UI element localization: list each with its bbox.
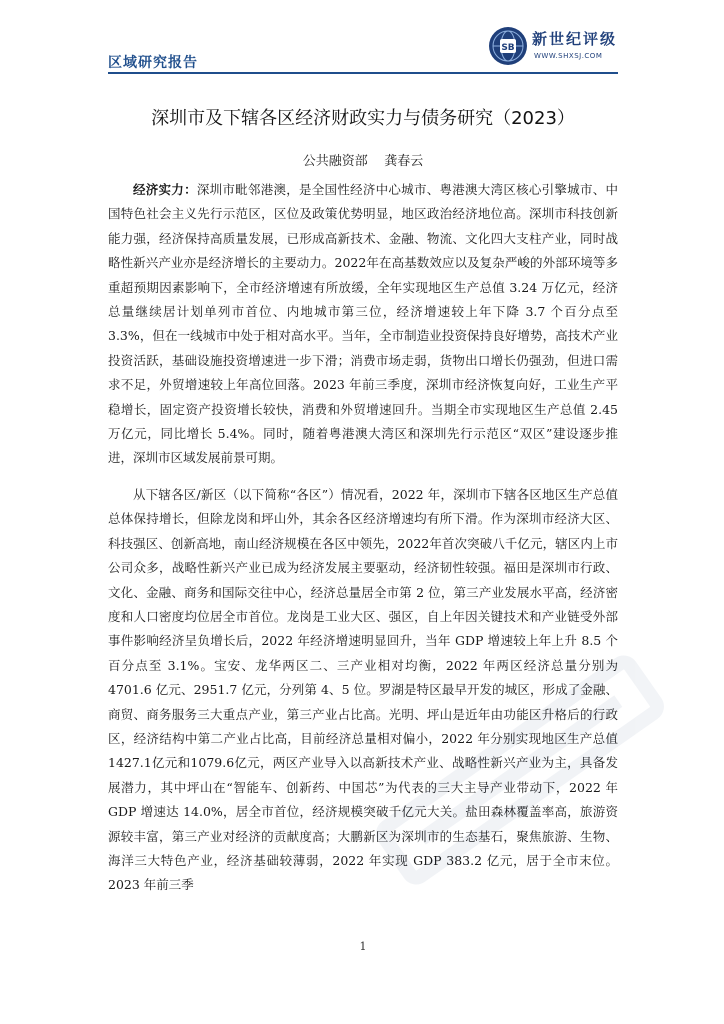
paragraph-economic-strength: [108, 178, 618, 471]
author-line: 公共融资部 龚春云: [302, 154, 424, 169]
paragraph-districts: [108, 483, 618, 898]
document-body: [108, 178, 618, 898]
paragraph-text: 深圳市毗邻港澳，是全国性经济中心城市、粤港澳大湾区核心引擎城市、中国特色社会主义先行示范区，区位及政策优势明显，地区政治经济地位高。深圳市科技创新能力强，经济保持高质量发展，已形成高新技术、金融、物流、文化四大支柱产业，同时战略性新兴产业亦是经济增长的主要动力。2022年在高基数效应以及复杂严峻的外部环境等多重超预期因素影响下，全市经济增速有所放缓，全年实现地区生产总值 3.24 万亿元，经济总量继续居计划单列市首位、内地城市第三位，经济增速较上年下降 3.7 个百分点至 3.3%，但在一线城市中处于相对高水平。当年，全市制造业投资保持良好增势，高技术产业投资活跃，基础设施投资增速进一步下滑；消费市场走弱，货物出口增长仍强劲，但进口需求不足，外贸增速较上年高位回落。2023 年前三季度，深圳市经济恢复向好，工业生产平稳增长，固定资产投资增长较快，消费和外贸增速回升。当期全市实现地区生产总值 2.45 万亿元，同比增长 5.4%。同时，随着粤港澳大湾区和深圳先行示范区“双区”建设逐步推进，深圳市区域发展前景可期。: [108, 182, 618, 466]
logo-mark-text: SB: [501, 43, 515, 53]
section-label: 区域研究报告: [108, 55, 198, 71]
header-divider: [108, 72, 618, 74]
paragraph-text: 从下辖各区/新区（以下简称“各区”）情况看，2022 年，深圳市下辖各区地区生产总值总体保持增长，但除龙岗和坪山外，其余各区经济增速均有所下滑。作为深圳市经济大区、科技强区、创新高地，南山经济规模在各区中领先，2022年首次突破八千亿元，辖区内上市公司众多，战略性新兴产业已成为经济发展主要驱动，经济韧性较强。福田是深圳市行政、文化、金融、商务和国际交往中心，经济总量居全市第 2 位，第三产业发展水平高，经济密度和人口密度均位居全市首位。龙岗是工业大区、强区，自上年因关键技术和产业链受外部事件影响经济呈负增长后，2022 年经济增速明显回升，当年 GDP 增速较上年上升 8.5 个百分点至 3.1%。宝安、龙华两区二、三产业相对均衡，2022 年两区经济总量分别为 4701.6 亿元、2951.7 亿元，分列第 4、5 位。罗湖是特区最早开发的城区，形成了金融、商贸、商务服务三大重点产业，第三产业占比高。光明、坪山是近年由功能区升格后的行政区，经济结构中第二产业占比高，目前经济总量相对偏小，2022 年分别实现地区生产总值1427.1亿元和1079.6亿元，两区产业导入以高新技术产业、战略性新兴产业为主，具备发展潜力，其中坪山在“智能车、创新药、中国芯”为代表的三大主导产业带动下，2022 年 GDP 增速达 14.0%，居全市首位，经济规模突破千亿元大关。盐田森林覆盖率高，旅游资源较丰富，第三产业对经济的贡献度高；大鹏新区为深圳市的生态基石，聚焦旅游、生物、海洋三大特色产业，经济基础较薄弱，2022 年实现 GDP 383.2 亿元，居于全市末位。2023 年前三季: [108, 486, 618, 893]
logo-name: 新世纪评级: [532, 30, 618, 48]
paragraph-lead: 经济实力：: [133, 182, 197, 197]
page-number: 1: [359, 940, 367, 953]
document-title: 深圳市及下辖各区经济财政实力与债务研究（2023）: [151, 108, 575, 129]
logo-globe-icon: [488, 26, 528, 66]
company-logo: [488, 22, 618, 68]
logo-url: WWW.SHXSJ.COM: [534, 52, 603, 60]
page-header: [108, 22, 618, 74]
